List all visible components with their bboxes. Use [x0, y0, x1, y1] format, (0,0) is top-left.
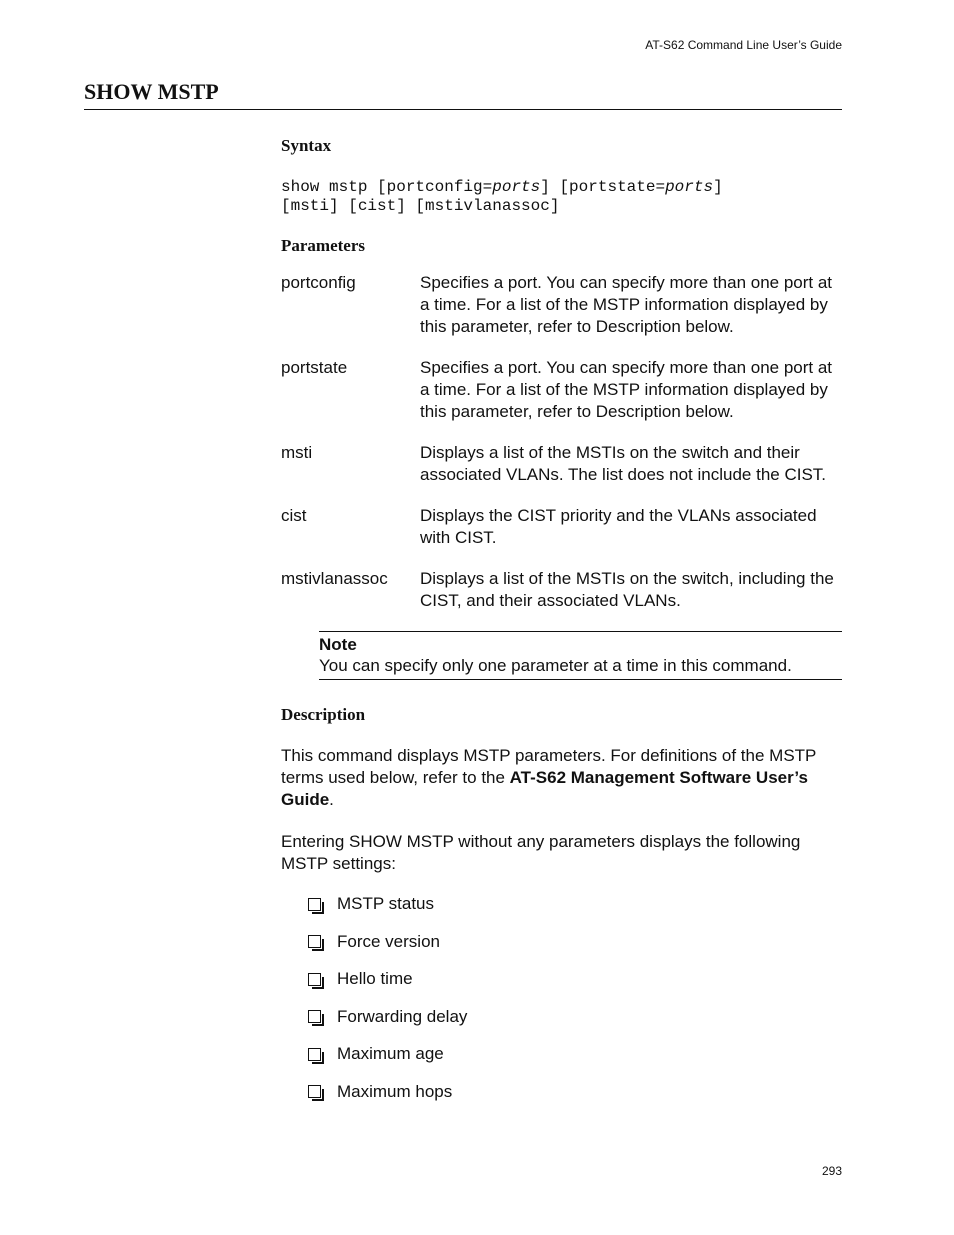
settings-list — [308, 893, 842, 1103]
description-paragraph-2: Entering SHOW MSTP without any parameters displays the following MSTP settings: — [281, 832, 801, 873]
page-number: 293 — [821, 1164, 842, 1178]
list-item — [308, 893, 842, 915]
code-placeholder: ports — [492, 178, 541, 196]
note-text: You can specify only one parameter at a time in this command. — [319, 656, 792, 675]
code-segment: ] [msti] [cist] [mstivlanassoc] — [281, 178, 723, 215]
description-paragraph-1 — [281, 745, 842, 811]
parameter-name: msti — [281, 443, 313, 462]
parameter-name: portconfig — [281, 273, 356, 292]
list-item — [308, 1043, 842, 1065]
parameter-name: mstivlanassoc — [281, 569, 388, 588]
parameter-row — [281, 272, 842, 338]
checkbox-bullet-icon — [308, 973, 321, 986]
parameter-row — [281, 505, 842, 549]
list-item-label: Maximum age — [337, 1044, 444, 1063]
parameter-description: Displays the CIST priority and the VLANs associated with CIST. — [420, 506, 817, 547]
note-box — [319, 631, 842, 680]
code-segment: ] [portstate= — [540, 178, 666, 196]
para1-text: This command displays MSTP parameters. For definitions of the MSTP terms used below, refer to the — [281, 746, 817, 787]
note-label: Note — [319, 635, 357, 654]
page-title: SHOW MSTP — [84, 79, 219, 104]
code-segment: show mstp [portconfig= — [281, 178, 493, 196]
code-placeholder: ports — [665, 178, 714, 196]
checkbox-bullet-icon — [308, 1010, 321, 1023]
parameter-name: cist — [281, 506, 307, 525]
list-item-label: Maximum hops — [337, 1081, 453, 1101]
parameters-table — [281, 272, 842, 612]
list-item — [308, 931, 842, 953]
parameter-description: Specifies a port. You can specify more than one port at a time. For a list of the MSTP information displayed by this parameter, refer to Description below. — [420, 273, 833, 336]
para1-end: . — [329, 790, 334, 809]
parameter-row — [281, 568, 842, 612]
title-rule — [84, 109, 842, 110]
list-item-label: MSTP status — [337, 894, 434, 913]
guide-title: AT-S62 Management Software User’s Guide — [281, 768, 808, 809]
parameter-name: portstate — [281, 358, 348, 377]
list-item-label: Hello time — [337, 969, 413, 988]
description-heading: Description — [281, 705, 366, 724]
parameter-row — [281, 357, 842, 423]
checkbox-bullet-icon — [308, 935, 321, 948]
parameter-description: Specifies a port. You can specify more than one port at a time. For a list of the MSTP information displayed by this parameter, refer to Description below. — [420, 358, 833, 421]
parameter-description: Displays a list of the MSTIs on the switch and their associated VLANs. The list does not include the CIST. — [420, 443, 827, 484]
list-item-label: Force version — [337, 931, 440, 951]
list-item — [308, 1081, 842, 1103]
list-item — [308, 968, 842, 990]
syntax-heading: Syntax — [281, 136, 332, 155]
checkbox-bullet-icon — [308, 1085, 321, 1098]
list-item — [308, 1006, 842, 1028]
checkbox-bullet-icon — [308, 1048, 321, 1061]
list-item-label: Forwarding delay — [337, 1006, 468, 1026]
parameter-row — [281, 442, 842, 486]
syntax-code — [281, 178, 842, 216]
running-header: AT-S62 Command Line User’s Guide — [645, 38, 842, 52]
parameter-description: Displays a list of the MSTIs on the switch, including the CIST, and their associated VLANs. — [420, 569, 834, 610]
checkbox-bullet-icon — [308, 898, 321, 911]
content-body — [281, 136, 842, 1118]
parameters-heading: Parameters — [281, 236, 366, 255]
